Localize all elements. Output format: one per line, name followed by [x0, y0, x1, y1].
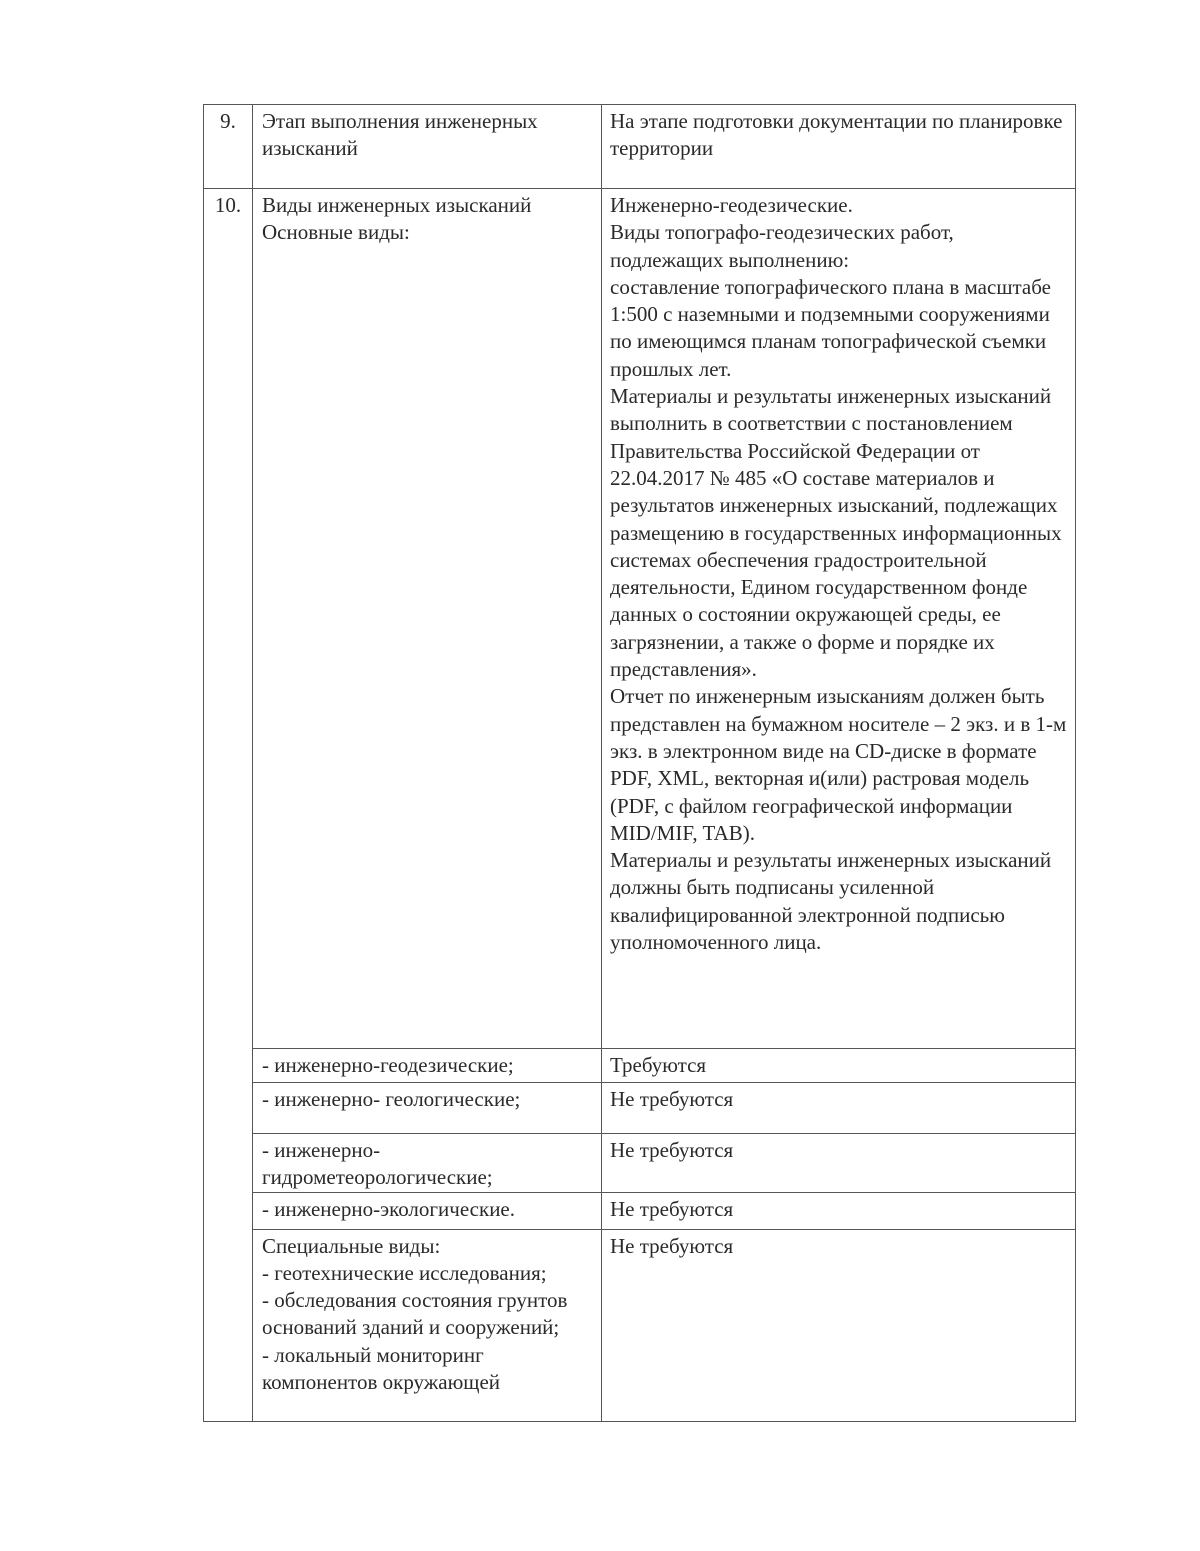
value-paragraph: Отчет по инженерным изысканиям должен быть представлен на бумажном носителе – 2 экз. и в 1-м экз. в электронном виде на CD-диске в формате PDF, XML, векторная и(или) растровая модель (PDF, с файлом географической информации MID/MIF, TAB). — [610, 684, 1067, 845]
row-number: 9. — [204, 105, 253, 189]
table-row-ecologic — [204, 1192, 1076, 1229]
table-row-9 — [204, 105, 1076, 189]
row-value: Не требуются — [602, 1134, 1076, 1193]
row-value: Не требуются — [602, 1229, 1076, 1421]
row-value: Не требуются — [602, 1083, 1076, 1134]
value-paragraph: составление топографического плана в масштабе 1:500 с наземными и подземными сооружениями по имеющимся планам топографической съемки прошлых лет. — [610, 274, 1051, 381]
row-value: Требуются — [602, 1049, 1076, 1083]
row-label: - инженерно-гидрометеорологические; — [253, 1134, 602, 1193]
row-label: Этап выполнения инженерных изысканий — [253, 105, 602, 189]
row-label-line: Специальные виды: — [262, 1233, 441, 1258]
row-value: Не требуются — [602, 1192, 1076, 1229]
row-label: - инженерно- геологические; — [253, 1083, 602, 1134]
specification-table — [203, 104, 1076, 1422]
row-label — [253, 1229, 602, 1421]
table-row-10 — [204, 189, 1076, 1049]
table-row-special — [204, 1229, 1076, 1421]
value-paragraph: Материалы и результаты инженерных изысканий должны быть подписаны усиленной квалифицированной электронной подписью уполномоченного лица. — [610, 848, 1052, 955]
row-value: На этапе подготовки документации по планировке территории — [602, 105, 1076, 189]
value-paragraph: Материалы и результаты инженерных изысканий выполнить в соответствии с постановлением Правительства Российской Федерации от 22.04.2017 № 485 «О составе материалов и результатов инженерных изысканий, подлежащих размещению в государственных информационных системах обеспечения градостроительной деятельности, Едином государственном фонде данных о состоянии окружающей среды, ее загрязнении, а также о форме и порядке их представления». — [610, 384, 1062, 682]
value-paragraph: Виды топографо-геодезических работ, подлежащих выполнению: — [610, 220, 954, 272]
value-paragraph: Инженерно-геодезические. — [610, 193, 853, 217]
row-value — [602, 189, 1076, 1049]
row-label-line: Виды инженерных изысканий — [262, 193, 532, 217]
table-row-geodetic — [204, 1049, 1076, 1083]
row-label-line: - локальный мониторинг компонентов окружающей — [262, 1342, 501, 1395]
row-label: - инженерно-геодезические; — [253, 1049, 602, 1083]
table-row-hydromet — [204, 1134, 1076, 1193]
row-label: - инженерно-экологические. — [253, 1192, 602, 1229]
row-label-line: - геотехнические исследования; — [262, 1260, 547, 1285]
table-row-geologic — [204, 1083, 1076, 1134]
row-label — [253, 189, 602, 1049]
row-label-line: Основные виды: — [262, 220, 410, 245]
row-label-line: - обследования состояния грунтов оснований зданий и сооружений; — [262, 1288, 568, 1340]
row-number: 10. — [204, 189, 253, 1422]
